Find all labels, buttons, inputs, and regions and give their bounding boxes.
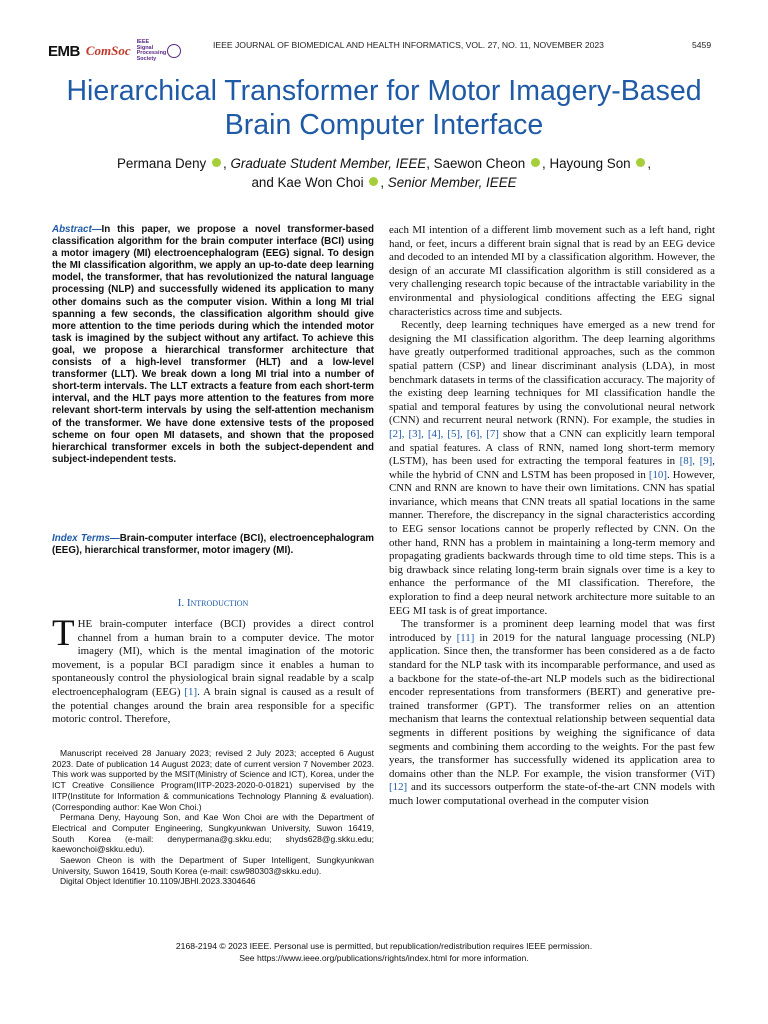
orcid-icon[interactable] [531,158,540,167]
publisher-logos [48,38,181,64]
paragraph-text: The transformer is a prominent deep learning model that was first introduced by [389,618,715,644]
author-role: Senior Member, IEEE [387,175,517,190]
citation-link[interactable]: [10] [648,468,667,481]
section-heading: I. Introduction [177,597,249,609]
citation-link[interactable]: [2], [3], [4], [5], [6], [7] [389,427,499,440]
index-terms-text: Brain-computer interface (BCI), electroencephalogram (EEG), hierarchical transformer, motor imagery (MI). [52,533,374,557]
citation-link[interactable]: [1] [184,685,198,698]
footnote-affiliation: Saewon Cheon is with the Department of Super Intelligent, Sungkyunkwan University, Suwon 16419, South Korea (e-mail: csw980303@skku.edu). [52,855,374,876]
journal-header: IEEE JOURNAL OF BIOMEDICAL AND HEALTH INFORMATICS, VOL. 27, NO. 11, NOVEMBER 2023 [213,40,604,50]
author-name: Saewon Cheon [433,156,526,171]
copyright-line: 2168-2194 © 2023 IEEE. Personal use is permitted, but republication/redistribution requires IEEE permission. [175,941,593,951]
intro-text: HE brain-computer interface (BCI) provides a direct control channel from a human brain to a computer device. The motor imagery (MI), which is the mental imagination of the motoric movement, is a popular BCI paradigm since it enables a human to spontaneously control the physiological brain signal readable by a scalp electroencephalogram (EEG) [52,618,374,698]
orcid-icon[interactable] [369,177,378,186]
paper-title: Hierarchical Transformer for Motor Imagery-Based Brain Computer Interface [66,75,702,141]
emb-logo: EMB [48,42,80,60]
paragraph-text: show that a CNN can explicitly learn temporal and spatial features. A class of RNN, named long short-term memory (LSTM), has been used for extracting the temporal features in [389,427,716,468]
footnotes [52,748,374,887]
comsoc-logo: ComSoc [85,43,131,58]
signal-processing-logo [137,40,181,62]
footnote-manuscript: Manuscript received 28 January 2023; revised 2 July 2023; accepted 6 August 2023. Date of publication 14 August 2023; date of current version 7 November 2023. This work was supported by the MSIT(Ministry of Science and ICT), Korea, under the ICT Creative Consilience Program(IITP-2023-2020-0-01821) supervised by the IITP(Institute for Information & communications Technology Planning & evaluation). (Corresponding author: Kae Won Choi.) [52,748,374,812]
intro-text: . A brain signal is caused as a result of the potential changes around the brain area responsible for a specific motoric control. Therefore, [52,685,374,726]
paragraph: each MI intention of a different limb movement such as a left hand, right hand, or feet, incurs a different brain signal that is read by an EEG device and decoded to an intended MI by a classification algorithm. However, the design of an accurate MI classification algorithm is still considered as a very challenging research topic because of the intractable variability in the environmental and physiological conditions affecting the EEG signal characteristics across time and subjects. [389,224,715,318]
author-name: Hayoung Son [549,156,631,171]
paragraph [389,618,715,808]
sp-mark-icon [167,44,181,58]
right-column [389,224,715,809]
drop-cap: T [52,613,75,654]
paragraph-text: , while the hybrid of CNN and LSTM has been proposed in [389,455,715,481]
page-number: 5459 [692,40,712,50]
abstract [52,224,374,466]
index-terms [52,533,374,557]
author-name: and Kae Won Choi [251,175,364,190]
citation-link[interactable]: [8], [9] [679,455,713,468]
sp-logo-text: IEEE Signal Processing Society [136,39,167,62]
copyright-footer [40,941,728,964]
rights-link[interactable]: See https://www.ieee.org/publications/rights/index.html for more information. [239,952,529,963]
author-list: Permana Deny , Graduate Student Member, IEEE, Saewon Cheon , Hayoung Son , and Kae Won Choi , Senior Member, IEEE [116,156,652,190]
paragraph-text: in 2019 for the natural language processing (NLP) application. Since then, the transformer has been considered as a de facto standard for the NLP task with its incomparable performance, and used as a backbone for the state-of-the-art NLP models such as the bidirectional encoder representations from transformers (BERT) and generative pre-trained transformer (GPT). The transformer relies on an attention mechanism that learns the contextual relationship between sequential data segments in different positions by weighing the significance of data segments and combining them according to the weights. For the past few years, the transformer has successfully widened its application area to domains other than the NLP. For example, the vision transformer (ViT) [389,631,715,780]
orcid-icon[interactable] [212,158,221,167]
footnote-affiliation: Permana Deny, Hayoung Son, and Kae Won Choi are with the Department of Electrical and Computer Engineering, Sungkyunkwan University, Suwon 16419, South Korea (e-mail: denypermana@g.skku.edu; shyds628@g.skku.edu; kaewonchoi@skku.edu). [52,812,374,855]
paragraph-text: and its successors outperform the state-of-the-art CNN models with much lower computational overhead in the computer vision [389,781,715,807]
abstract-text: In this paper, we propose a novel transformer-based classification algorithm for the brain computer interface (BCI) using a motor imagery (MI) electroencephalogram (EEG) signal. To design the MI classification algorithm, we apply an up-to-date deep learning model, the transformer, that has revolutionized the natural language processing (NLP) and successfully widened its application to many other domains such as the computer vision. Within a long MI trial spanning a few seconds, the classification algorithm should give more attention to the time periods during which the intended motor task is imagined by the subject without any artifact. To achieve this goal, we propose a hierarchical transformer architecture that consists of a high-level transformer (HLT) and a low-level transformer (LLT). We break down a long MI trial into a number of short-term intervals. The LLT extracts a feature from each short-term interval, and the HLT pays more attention to the features from more relevant short-term intervals by using the self-attention mechanism of the transformer. We have done extensive tests of the proposed scheme on four open MI datasets, and shown that the proposed hierarchical transformer excels in both the subject-dependent and subject-independent tests. [52,224,374,465]
footnote-doi: Digital Object Identifier 10.1109/JBHI.2023.3304646 [60,876,256,887]
citation-link[interactable]: [12] [389,781,408,794]
orcid-icon[interactable] [636,158,645,167]
paragraph-text: . However, CNN and RNN are known to have their own limitations. CNN has spatial invariance, which means that CNN treats all spatial locations in the same manner. Therefore, the discrepancy in the signal characteristics according to EEG sensor locations cannot be properly reflected by CNN. On the other hand, RNN has a problem in maintaining a long-term memory and propagating gradients backwards through time to old time steps. This is a big drawback since relating long-term brain signals over time is a key to enhance the performance of the MI classification. Therefore, the exploration to find a deep neural network architecture more suitable to an EEG MI task is of great importance. [389,468,715,617]
paragraph-text: Recently, deep learning techniques have emerged as a new trend for designing the MI classification algorithm. The deep learning algorithms have greatly outperformed traditional approaches, such as the common spatial pattern (CSP) and linear discriminant analysis (LDA), in most benchmark datasets in terms of the classification accuracy. The majority of the existing deep learning techniques for MI classification handle the spatial and temporal features by using the convolutional neural network (CNN) and recurrent neural network (RNN). For example, the studies in [389,319,715,427]
paragraph [389,319,715,618]
citation-link[interactable]: [11] [456,631,475,644]
index-terms-label: Index Terms— [52,533,120,544]
author-role: Graduate Student Member, IEEE [230,156,427,171]
abstract-label: Abstract— [52,224,102,235]
intro-paragraph [52,613,374,727]
author-name: Permana Deny [116,156,207,171]
